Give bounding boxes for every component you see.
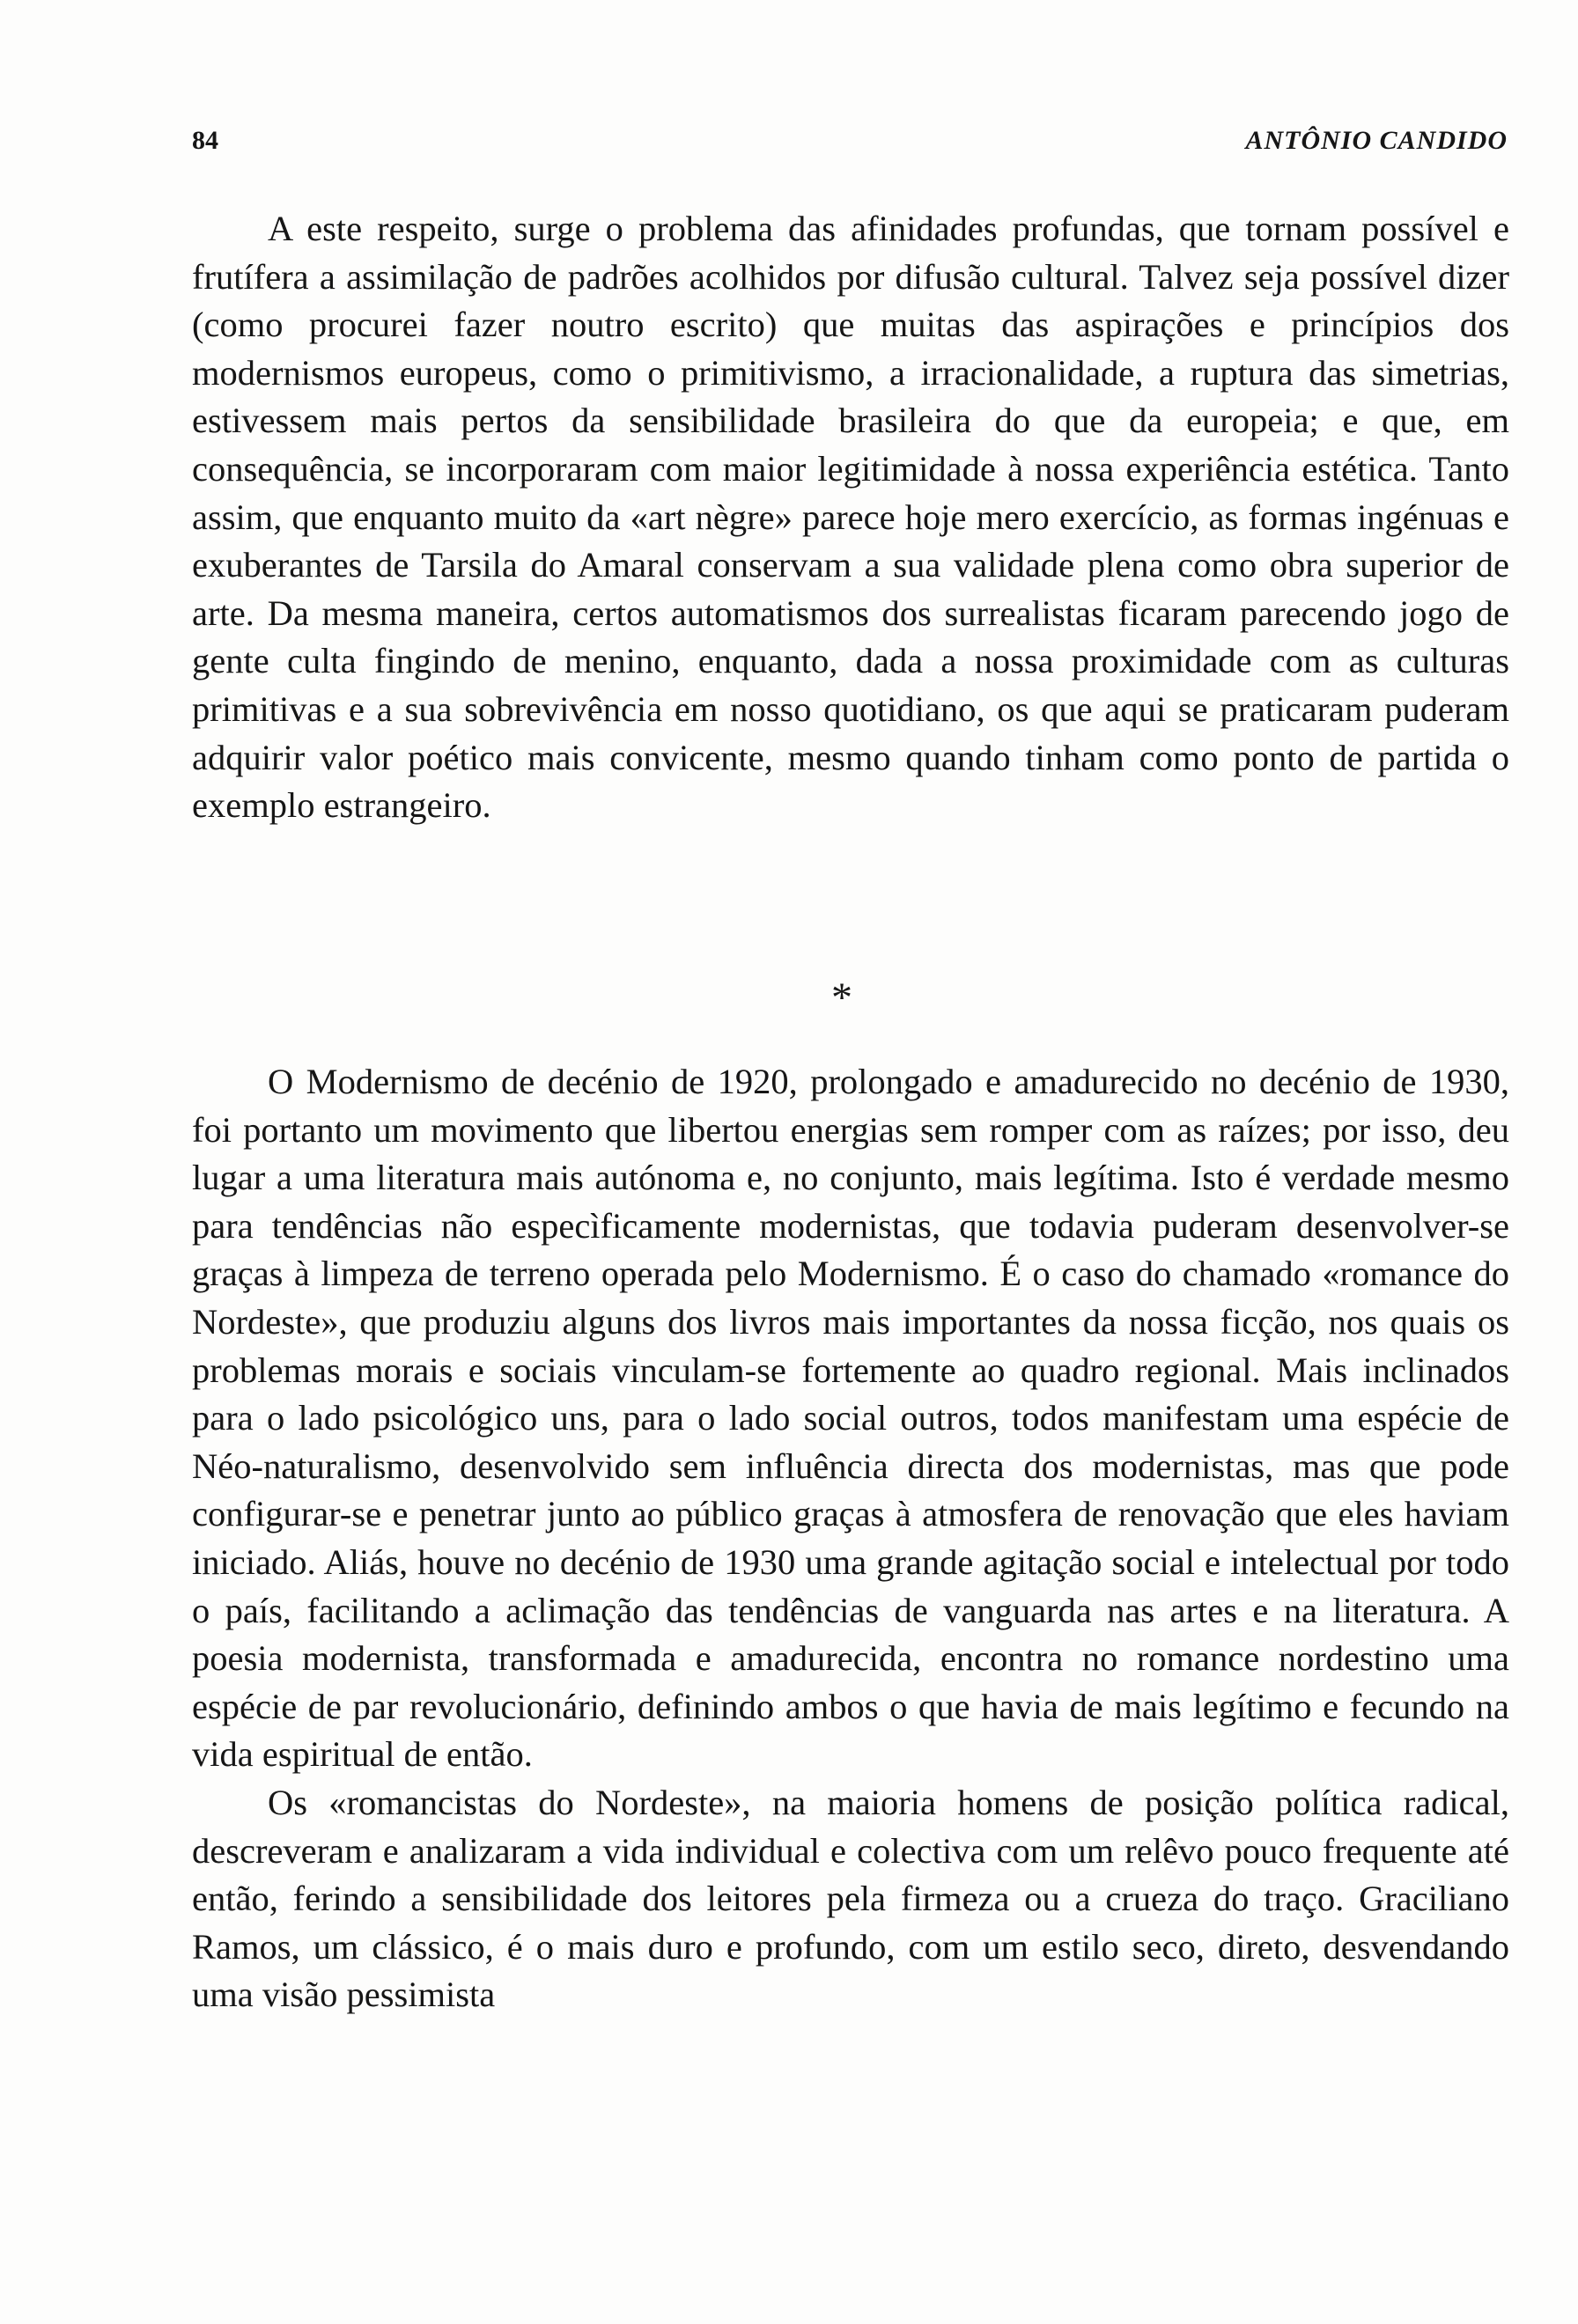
paragraph: Os «romancistas do Nordeste», na maioria homens de posição política radical, descreveram e analizaram a vida individual e colectiva com um relêvo pouco frequente até então, ferindo a sensibilidade dos leitores pela firmeza ou a crueza do traço. Graciliano Ramos, um clássico, é o mais duro e profundo, com um estilo seco, direto, desvendando uma visão pessimista (192, 1782, 1509, 2015)
running-title: ANTÔNIO CANDIDO (1245, 126, 1508, 155)
paragraph: O Modernismo de decénio de 1920, prolongado e amadurecido no decénio de 1930, foi portanto um movimento que libertou energias sem romper com as raízes; por isso, deu lugar a uma literatura mais autónoma e, no conjunto, mais legítima. Isto é verdade mesmo para tendências não especìficamente modernistas, que todavia puderam desenvolver-se graças à limpeza de terreno operada pelo Modernismo. É o caso do chamado «romance do Nordeste», que produziu alguns dos livros mais importantes da nossa ficção, nos quais os problemas morais e sociais vinculam-se fortemente ao quadro regional. Mais inclinados para o lado psicológico uns, para o lado social outros, todos manifestam uma espécie de Néo-naturalismo, desenvolvido sem influência directa dos modernistas, mas que pode configurar-se e penetrar junto ao público graças à atmosfera de renovação que eles haviam iniciado. Aliás, houve no decénio de 1930 uma grande agitação social e intelectual por todo o país, facilitando a aclimação das tendências de vanguarda nas artes e na literatura. A poesia modernista, transformada e amadurecida, encontra no romance nordestino uma espécie de par revolucionário, definindo ambos o que havia de mais legítimo e fecundo na vida espiritual de então. (192, 1062, 1509, 1775)
paragraph: A este respeito, surge o problema das afinidades profundas, que tornam possível e frutífera a assimilação de padrões acolhidos por difusão cultural. Talvez seja possível dizer (como procurei fazer noutro escrito) que muitas das aspirações e princípios dos modernismos europeus, como o primitivismo, a irracionalidade, a ruptura das simetrias, estivessem mais pertos da sensibilidade brasileira do que da europeia; e que, em consequência, se incorporaram com maior legitimidade à nossa experiência estética. Tanto assim, que enquanto muito da «art nègre» parece hoje mero exercício, as formas ingénuas e exuberantes de Tarsila do Amaral conservam a sua validade plena como obra superior de arte. Da mesma maneira, certos automatismos dos surrealistas ficaram parecendo jogo de gente culta fingindo de menino, enquanto, dada a nossa proximidade com as culturas primitivas e a sua sobrevivência em nosso quotidiano, os que aqui se praticaram puderam adquirir valor poético mais convicente, mesmo quando tinham como ponto de partida o exemplo estrangeiro. (192, 209, 1509, 826)
section-separator-asterisk: * (831, 974, 852, 1021)
text-block-before-separator (192, 205, 1509, 830)
running-head (192, 126, 1508, 161)
page-number: 84 (192, 126, 218, 155)
text-block-after-separator (192, 1058, 1509, 2019)
